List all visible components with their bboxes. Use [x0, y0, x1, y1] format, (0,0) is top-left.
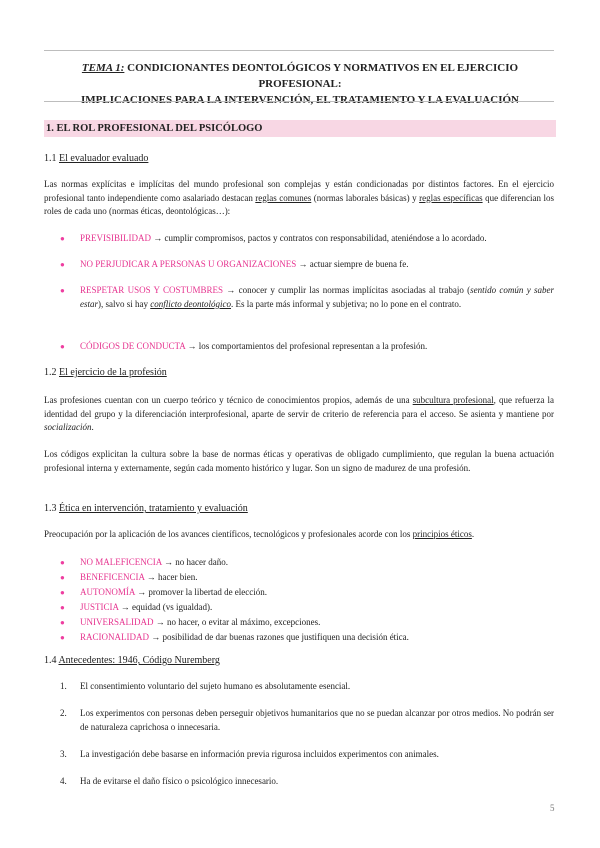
- bullet-dot-icon: ●: [60, 558, 65, 567]
- bullet-dot-icon: ●: [60, 342, 65, 351]
- title-line-2: IMPLICACIONES PARA LA INTERVENCIÓN, EL TRATAMIENTO Y LA EVALUACIÓN: [81, 94, 519, 106]
- bullet-codigos-conducta: ● CÓDIGOS DE CONDUCTA → los comportamientos del profesional representan a la profesión.: [60, 340, 554, 354]
- bullet-universalidad: ● UNIVERSALIDAD → no hacer, o evitar al máximo, excepciones.: [60, 616, 554, 630]
- paragraph-1-2-a: Las profesiones cuentan con un cuerpo teórico y técnico de conocimientos propios, además de una subcultura profesional, que refuerza la identidad del grupo y la diferenciación interprofesional, aparte de servir de criterio de referencia para el acceso. Se asienta y mantiene por socialización.: [44, 395, 554, 432]
- bullet-no-maleficencia: ● NO MALEFICENCIA → no hacer daño.: [60, 556, 554, 570]
- subsection-1-3-title: Ética en intervención, tratamiento y evaluación: [59, 503, 248, 514]
- page-number: 5: [550, 803, 555, 813]
- subsection-1-1-title: El evaluador evaluado: [59, 153, 149, 164]
- bullet-dot-icon: ●: [60, 603, 65, 612]
- title-line-1: CONDICIONANTES DEONTOLÓGICOS Y NORMATIVOS EN EL EJERCICIO PROFESIONAL:: [124, 62, 519, 90]
- bullet-autonomia: ● AUTONOMÍA → promover la libertad de elección.: [60, 586, 554, 600]
- list-item-3: 3. La investigación debe basarse en información previa rigurosa incluidos experimentos con animales.: [60, 749, 439, 759]
- subsection-1-4-title: Antecedentes: 1946, Código Nuremberg: [58, 655, 220, 666]
- subsection-1-1-heading: 1.1 El evaluador evaluado: [44, 153, 149, 164]
- top-rule: [44, 50, 554, 51]
- bullet-dot-icon: ●: [60, 618, 65, 627]
- bullet-dot-icon: ●: [60, 286, 65, 295]
- bullet-dot-icon: ●: [60, 573, 65, 582]
- bullet-dot-icon: ●: [60, 260, 65, 269]
- bullet-dot-icon: ●: [60, 234, 65, 243]
- bullet-dot-icon: ●: [60, 633, 65, 642]
- section-heading: 1. EL ROL PROFESIONAL DEL PSICÓLOGO: [44, 120, 556, 137]
- link-subcultura-profesional: subcultura profesional: [412, 395, 494, 405]
- link-reglas-comunes: reglas comunes: [255, 192, 312, 203]
- list-item-2: 2. Los experimentos con personas deben perseguir objetivos humanitarios que no se puedan alcanzar por otros medios. No podrán ser de naturaleza caprichosa o innecesaria.: [60, 708, 554, 732]
- subsection-1-2-title: El ejercicio de la profesión: [59, 367, 167, 378]
- list-item-4: 4. Ha de evitarse el daño físico o psicológico innecesario.: [60, 776, 279, 786]
- bullet-previsibilidad: ● PREVISIBILIDAD → cumplir compromisos, pactos y contratos con responsabilidad, ateniéndose a lo acordado.: [60, 232, 554, 246]
- bullet-dot-icon: ●: [60, 588, 65, 597]
- bullet-beneficencia: ● BENEFICENCIA → hacer bien.: [60, 571, 554, 585]
- bullet-justicia: ● JUSTICIA → equidad (vs igualdad).: [60, 601, 554, 615]
- paragraph-1-2-b: Los códigos explicitan la cultura sobre la base de normas éticas y operativas de obligado cumplimiento, que regulan la buena actuación profesional interna y externamente, según cada momento histórico y lugar. Son un signo de madurez de una profesión.: [44, 449, 554, 473]
- subsection-1-3-heading: 1.3 Ética en intervención, tratamiento y evaluación: [44, 503, 248, 514]
- bullet-respetar-usos: ● RESPETAR USOS Y COSTUMBRES → conocer y cumplir las normas implícitas asociadas al trabajo (sentido común y saber estar), salvo si hay conflicto deontológico. Es la parte más informal y subjetiva; no lo pone en el contrato.: [60, 285, 554, 309]
- title-bottom-rule: [44, 101, 554, 102]
- bullet-no-perjudicar: ● NO PERJUDICAR A PERSONAS U ORGANIZACIONES → actuar siempre de buena fe.: [60, 258, 554, 272]
- title-tag: TEMA 1:: [81, 62, 125, 74]
- link-principios-eticos: principios éticos: [412, 529, 472, 539]
- subsection-1-4-heading: 1.4 Antecedentes: 1946, Código Nuremberg: [44, 655, 220, 666]
- link-reglas-especificas: reglas específicas: [419, 192, 483, 203]
- paragraph-1-1: Las normas explícitas e implícitas del mundo profesional son complejas y están condicionadas por distintos factores. En el ejercicio profesional tanto independiente como asalariado destacan reglas comunes (normas laborales básicas) y reglas específicas que diferencian los roles de cada uno (normas éticas, deontológicas…):: [44, 179, 555, 216]
- subsection-1-2-heading: 1.2 El ejercicio de la profesión: [44, 367, 167, 378]
- paragraph-1-3: Preocupación por la aplicación de los avances científicos, tecnológicos y profesionales acorde con los principios éticos.: [44, 529, 475, 539]
- list-item-1: 1. El consentimiento voluntario del sujeto humano es absolutamente esencial.: [60, 681, 351, 691]
- link-conflicto-deontologico: conflicto deontológico: [150, 298, 231, 309]
- bullet-racionalidad: ● RACIONALIDAD → posibilidad de dar buenas razones que justifiquen una decisión ética.: [60, 631, 554, 645]
